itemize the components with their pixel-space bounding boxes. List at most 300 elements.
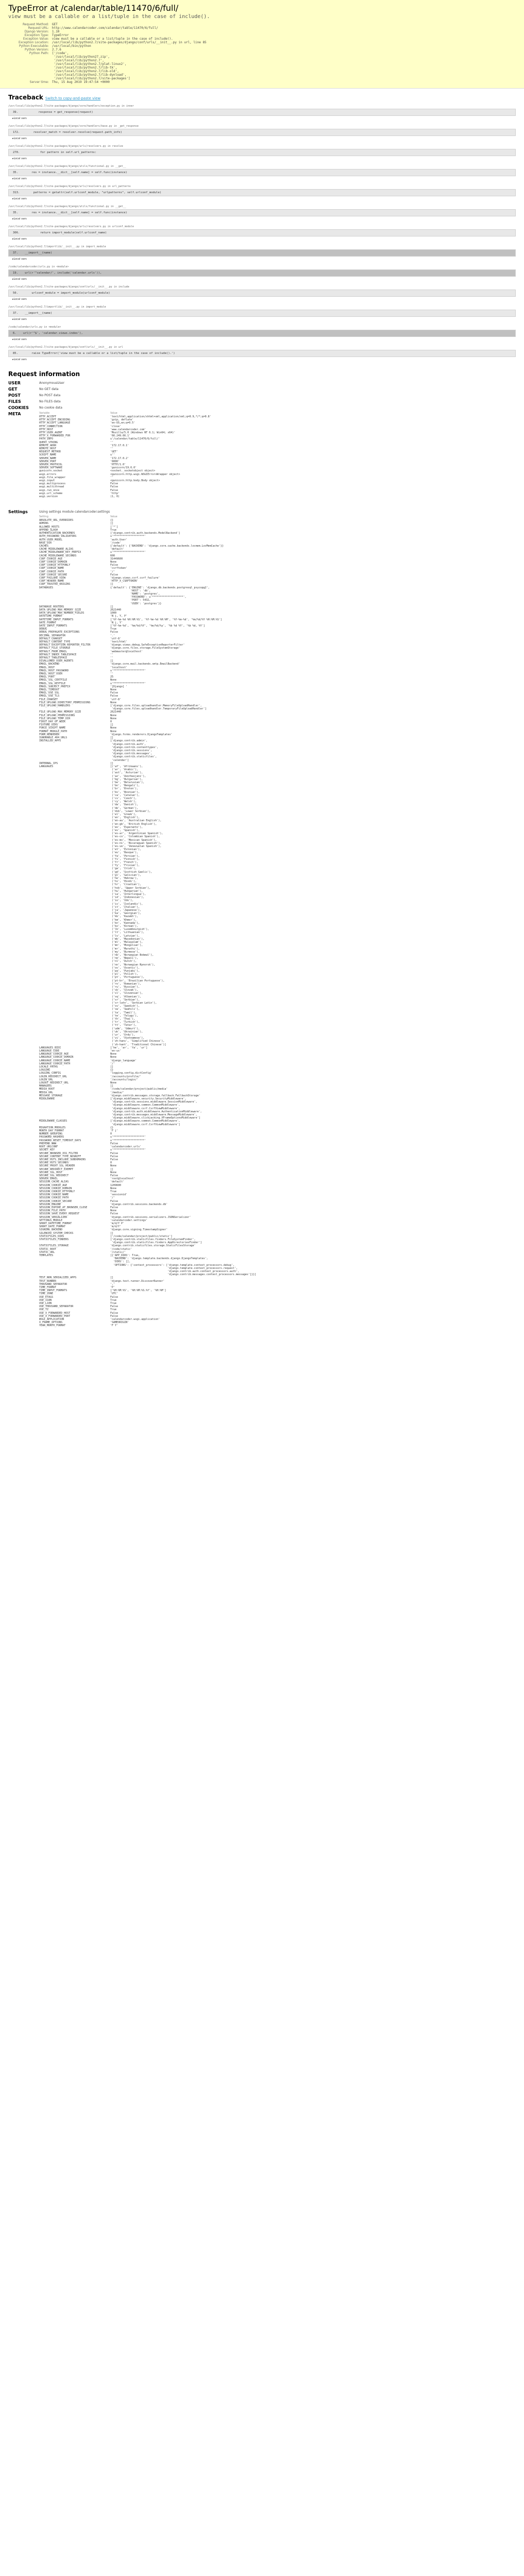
kv-key: MONTH_DAY_FORMAT bbox=[39, 1129, 64, 1133]
meta-row bbox=[19, 80, 207, 84]
kv-value: 'django.contrib.sessions.serializers.JSONSerializer' bbox=[110, 1215, 191, 1219]
kv-key: SECURE_SSL_REDIRECT bbox=[39, 1174, 69, 1177]
kv-value: u'********************' bbox=[110, 1148, 146, 1152]
kv-key: APPEND_SLASH bbox=[39, 528, 58, 532]
kv-value: '' bbox=[110, 656, 114, 660]
kv-key: FILE_UPLOAD_TEMP_DIR bbox=[39, 717, 71, 720]
kv-key: HTTP_HOST bbox=[39, 428, 54, 431]
kv-value: 1209600 bbox=[110, 1183, 122, 1187]
kv-value: u'********************' bbox=[110, 535, 146, 538]
kv-value: '172.17.0.1' bbox=[110, 444, 129, 447]
kv-value: ['django.contrib.admin', 'django.contrib.auth', 'django.contrib.contenttypes', 'django.contrib.sessions', 'django.contrib.messages', 'django.contrib.staticfiles', 'calendar'] bbox=[110, 739, 159, 762]
kv-key: PATH_INFO bbox=[39, 437, 54, 441]
kv-value: 'default' bbox=[110, 548, 125, 551]
kv-key: ADMINS bbox=[39, 522, 49, 526]
kv-key: FIXTURE_DIRS bbox=[39, 723, 58, 727]
kv-key: LOGGING_CONFIG bbox=[39, 1072, 61, 1075]
kv-value: 'F j' bbox=[110, 1129, 119, 1133]
local-vars-toggle[interactable]: ▸ Local vars bbox=[8, 337, 516, 342]
kv-key: REMOTE_HOST bbox=[39, 447, 57, 451]
kv-value: <gunicorn.http.body.Body object> bbox=[110, 479, 160, 483]
kv-value: False bbox=[110, 1305, 119, 1309]
kv-key: BASE_DIR bbox=[39, 541, 52, 545]
kv-value: '/code/calendar/project/public/media' bbox=[110, 1088, 168, 1091]
kv-key: USE_L10N bbox=[39, 1302, 52, 1306]
kv-key: wsgi.file_wrapper bbox=[39, 476, 66, 479]
frame-file: /usr/local/lib/python2.7/site-packages/django/urls/resolvers.py in urlconf_module bbox=[8, 225, 134, 228]
kv-value: '' bbox=[110, 440, 114, 444]
kv-key: DATABASE_ROUTERS bbox=[39, 605, 64, 608]
kv-value: None bbox=[110, 1171, 117, 1174]
kv-key: TEST_RUNNER bbox=[39, 1279, 57, 1283]
kv-key: CSRF_COOKIE_DOMAIN bbox=[39, 560, 67, 564]
kv-value: '[Django] ' bbox=[110, 685, 128, 688]
kv-value: 'django_language' bbox=[110, 1059, 137, 1062]
local-vars-toggle[interactable]: ▸ Local vars bbox=[8, 277, 516, 282]
kv-value: None bbox=[110, 688, 117, 692]
kv-key: USE_X_FORWARDED_PORT bbox=[39, 1314, 71, 1318]
meta-key: Request URL: bbox=[28, 26, 49, 30]
kv-key: AUTHENTICATION_BACKENDS bbox=[39, 532, 75, 535]
kv-key: SECURE_PROXY_SSL_HEADER bbox=[39, 1164, 75, 1168]
kv-value: 'default' bbox=[110, 1180, 125, 1184]
kv-key: wsgi.version bbox=[39, 495, 58, 499]
kv-key: FILE_UPLOAD_HANDLERS bbox=[39, 704, 71, 708]
kv-key: DEBUG_PROPAGATE_EXCEPTIONS bbox=[39, 631, 80, 634]
kv-value: u'' bbox=[110, 453, 115, 457]
settings-section bbox=[0, 505, 524, 1327]
kv-value: False bbox=[110, 488, 119, 492]
meta-value: 2.7.6 bbox=[52, 48, 61, 52]
kv-key: AUTH_PASSWORD_VALIDATORS bbox=[39, 535, 77, 538]
kv-key: SECRET_KEY bbox=[39, 1148, 55, 1152]
frame-file: /usr/local/lib/python2.7/site-packages/django/utils/functional.py in __get__ bbox=[8, 205, 126, 208]
frame-file: /usr/local/lib/python2.7/site-packages/django/conf/urls/__init__.py in url bbox=[8, 346, 123, 349]
kv-key: INTERNAL_IPS bbox=[39, 761, 58, 765]
kv-key: MANAGERS bbox=[39, 1084, 52, 1088]
local-vars-toggle[interactable]: ▸ Local vars bbox=[8, 357, 516, 362]
frame-file: /usr/local/lib/python2.7/site-packages/django/core/handlers/base.py in _get_response bbox=[8, 125, 139, 128]
kv-row bbox=[39, 495, 215, 498]
traceback-frame bbox=[8, 285, 516, 302]
kv-key: X_FRAME_OPTIONS bbox=[39, 1321, 63, 1325]
kv-key: CSRF_COOKIE_AGE bbox=[39, 557, 63, 561]
kv-key: AUTH_USER_MODEL bbox=[39, 538, 63, 541]
kv-key: DEFAULT_CHARSET bbox=[39, 637, 63, 640]
traceback-heading-text: Traceback bbox=[8, 94, 43, 101]
kv-key: STATIC_URL bbox=[39, 1250, 55, 1254]
kv-value: 'P' bbox=[110, 1286, 115, 1290]
kv-key: SECURE_BROWSER_XSS_FILTER bbox=[39, 1151, 78, 1155]
frame-context-line[interactable]: 270. for pattern in self.url_patterns: bbox=[8, 149, 516, 156]
kv-value: False bbox=[110, 485, 119, 489]
kv-key: PREPEND_WWW bbox=[39, 1142, 57, 1145]
frame-file: /usr/local/lib/python2.7/site-packages/django/conf/urls/__init__.py in include bbox=[8, 285, 129, 289]
kv-value: 'N j, Y' bbox=[110, 621, 123, 624]
kv-value: False bbox=[110, 573, 119, 577]
kv-value: {'default': {'ENGINE': 'django.db.backends.postgresql_psycopg2', 'HOST': 'db', 'NAME': 'postgres', 'PASSWORD': u'********************', 'PORT': 5432, 'USER': 'postgres'}} bbox=[110, 586, 210, 605]
kv-key: EMAIL_HOST bbox=[39, 666, 55, 669]
frame-context-line[interactable]: 39. response = get_response(request) bbox=[8, 109, 516, 116]
kv-value: [] bbox=[110, 1276, 114, 1280]
kv-key: FILE_UPLOAD_DIRECTORY_PERMISSIONS bbox=[39, 701, 91, 704]
kv-key: SERVER_NAME bbox=[39, 456, 57, 460]
kv-value: False bbox=[110, 1311, 119, 1315]
kv-value: 'utf-8' bbox=[110, 698, 122, 701]
kv-key: LANGUAGE_COOKIE_DOMAIN bbox=[39, 1056, 74, 1059]
kv-value: [] bbox=[110, 736, 114, 740]
meta-row bbox=[19, 33, 207, 37]
kv-value: 0 bbox=[110, 720, 112, 724]
kv-key: ALLOWED_HOSTS bbox=[39, 525, 60, 529]
kv-key: FILE_UPLOAD_PERMISSIONS bbox=[39, 714, 75, 717]
kv-key: LANGUAGE_COOKIE_PATH bbox=[39, 1062, 71, 1065]
kv-value: '/' bbox=[110, 1062, 115, 1065]
kv-key: REMOTE_ADDR bbox=[39, 444, 57, 447]
kv-value: [] bbox=[110, 522, 114, 526]
kv-value: False bbox=[110, 1151, 119, 1155]
kv-value: ['django.contrib.auth.backends.ModelBackend'] bbox=[110, 532, 180, 535]
frame-file: /usr/local/lib/python2.7/importlib/__init__.py in import_module bbox=[8, 245, 106, 248]
kv-value: 'auth.User' bbox=[110, 538, 128, 541]
kv-value: ['*'] bbox=[110, 525, 119, 529]
kv-value: False bbox=[110, 1155, 119, 1158]
frame-file: /usr/local/lib/python2.7/site-packages/django/urls/resolvers.py in resolve bbox=[8, 145, 123, 148]
kv-value: <socket._socketobject object> bbox=[110, 469, 156, 473]
kv-key: STATICFILES_STORAGE bbox=[39, 1244, 69, 1248]
post-block bbox=[8, 393, 516, 398]
kv-value: ['%Y-%m-%d', '%m/%d/%Y', '%m/%d/%y', '%b %d %Y', '%b %d, %Y'] bbox=[110, 624, 205, 628]
kv-value: 31449600 bbox=[110, 557, 123, 561]
local-vars-toggle[interactable]: ▸ Local vars bbox=[8, 297, 516, 302]
frame-context-line[interactable]: 37. __import__(name) bbox=[8, 249, 516, 257]
kv-value: False bbox=[110, 691, 119, 695]
kv-value: 'root@localhost' bbox=[110, 1177, 136, 1181]
kv-value: '' bbox=[110, 476, 114, 479]
kv-key: wsgi.url_scheme bbox=[39, 492, 63, 495]
kv-value: '/code/static' bbox=[110, 1247, 132, 1251]
kv-value: ['he', 'ar', 'fa', 'ur'] bbox=[110, 1046, 148, 1049]
kv-key: ROOT_URLCONF bbox=[39, 1145, 58, 1149]
kv-value: False bbox=[110, 1212, 119, 1216]
kv-value: None bbox=[110, 717, 117, 720]
kv-value: (1, 0) bbox=[110, 495, 120, 499]
kv-key: TIME_ZONE bbox=[39, 1292, 54, 1296]
kv-value: '/' bbox=[110, 1196, 115, 1200]
kv-key: MEDIA_URL bbox=[39, 1091, 54, 1094]
kv-value: [] bbox=[110, 1231, 114, 1235]
kv-value: ',' bbox=[110, 1282, 115, 1286]
meta-vars-table bbox=[39, 412, 215, 498]
kv-value: 0 bbox=[110, 1132, 112, 1136]
local-vars-toggle[interactable]: ▸ Local vars bbox=[8, 257, 516, 262]
kv-key: USE_I18N bbox=[39, 1298, 52, 1302]
cookies-label: COOKIES bbox=[8, 405, 29, 410]
settings-block bbox=[8, 510, 516, 1327]
local-vars-toggle[interactable]: ▸ Local vars bbox=[8, 196, 516, 201]
kv-value: '66.249.66.1' bbox=[110, 434, 131, 438]
meta-table bbox=[19, 23, 207, 84]
kv-value: False bbox=[110, 1158, 119, 1161]
kv-value: 'localhost' bbox=[110, 666, 128, 669]
traceback-section bbox=[0, 89, 524, 362]
kv-key: SCRIPT_NAME bbox=[39, 453, 57, 457]
kv-value: None bbox=[110, 730, 117, 733]
kv-key: SIGNING_BACKEND bbox=[39, 1228, 63, 1232]
kv-value: 'django.core.signing.TimestampSigner' bbox=[110, 1228, 168, 1232]
kv-key: EMAIL_USE_SSL bbox=[39, 691, 60, 695]
kv-value: '172.17.0.2' bbox=[110, 456, 129, 460]
kv-key: DATABASES bbox=[39, 586, 54, 589]
kv-key: REQUEST_METHOD bbox=[39, 450, 61, 454]
kv-value: ['django.core.files.uploadhandler.MemoryFileUploadHandler', 'django.core.files.uploadhandler.TemporaryFileUploadHandler'] bbox=[110, 704, 207, 711]
kv-row bbox=[39, 704, 260, 710]
frame-file: /usr/local/lib/python2.7/site-packages/django/urls/resolvers.py in url_patterns bbox=[8, 185, 131, 188]
kv-value: {} bbox=[110, 1069, 114, 1072]
kv-value: [] bbox=[110, 1065, 114, 1069]
kv-key: CACHE_MIDDLEWARE_SECONDS bbox=[39, 554, 77, 557]
kv-key: STATICFILES_DIRS bbox=[39, 1234, 64, 1238]
kv-key: USE_ETAGS bbox=[39, 1295, 54, 1299]
kv-key: SESSION_SAVE_EVERY_REQUEST bbox=[39, 1212, 80, 1216]
frame-context-line[interactable]: 35. res = instance.__dict__[self.name] = self.func(instance) bbox=[8, 169, 516, 176]
kv-key: EMAIL_SSL_KEYFILE bbox=[39, 682, 66, 685]
kv-row bbox=[39, 765, 260, 1046]
traceback-frame bbox=[8, 124, 516, 141]
kv-key: MIDDLEWARE bbox=[39, 1097, 55, 1101]
kv-value: '' bbox=[110, 653, 114, 656]
kv-key: FILE_UPLOAD_MAX_MEMORY_SIZE bbox=[39, 710, 81, 714]
post-label: POST bbox=[8, 393, 21, 398]
frame-file: /usr/local/lib/python2.7/importlib/__init__.py in import_module bbox=[8, 306, 106, 309]
kv-value: [] bbox=[110, 583, 114, 586]
kv-key: LOGGING bbox=[39, 1069, 50, 1072]
kv-value: u'/calendar/table/11470/6/full/' bbox=[110, 437, 160, 441]
kv-value: 'www.calendarcoder.com' bbox=[110, 428, 146, 431]
meta-value: view must be a callable or a list/tuple in the case of include(). bbox=[52, 37, 173, 41]
kv-value: [] bbox=[110, 723, 114, 727]
frame-file: /usr/local/lib/python2.7/site-packages/django/core/handlers/exception.py in inner bbox=[8, 105, 134, 108]
kv-key: gunicorn.socket bbox=[39, 469, 63, 473]
local-vars-toggle[interactable]: ▸ Local vars bbox=[8, 216, 516, 222]
kv-value: True bbox=[110, 528, 117, 532]
kv-value: 'utf-8' bbox=[110, 637, 122, 640]
kv-key: DEFAULT_EXCEPTION_REPORTER_FILTER bbox=[39, 643, 91, 647]
kv-value: ['%Y-%m-%d %H:%M:%S', '%Y-%m-%d %H:%M', '%Y-%m-%d', '%m/%d/%Y %H:%M:%S'] bbox=[110, 618, 222, 621]
meta-row bbox=[19, 37, 207, 41]
kv-value: u'********************' bbox=[110, 682, 146, 685]
kv-value: None bbox=[110, 714, 117, 717]
kv-value: 'django.contrib.sessions.backends.db' bbox=[110, 1202, 168, 1206]
meta-key: Server time: bbox=[29, 80, 49, 84]
kv-row bbox=[39, 1254, 260, 1276]
kv-key: SESSION_COOKIE_DOMAIN bbox=[39, 1187, 72, 1190]
kv-key: SECURE_HSTS_SECONDS bbox=[39, 1161, 69, 1165]
kv-value: 0 bbox=[110, 1161, 112, 1165]
meta-key: Exception Type: bbox=[24, 33, 49, 37]
traceback-frame bbox=[8, 164, 516, 181]
kv-value: None bbox=[110, 1209, 117, 1213]
kv-value: 'calendarcoder.urls' bbox=[110, 1145, 142, 1149]
kv-key: HTTP_ACCEPT_LANGUAGE bbox=[39, 421, 71, 425]
kv-value: 'HTTP_X_CSRFTOKEN' bbox=[110, 580, 139, 583]
request-info-heading: Request information bbox=[8, 370, 80, 378]
error-summary bbox=[0, 0, 524, 89]
local-vars-toggle[interactable]: ▸ Local vars bbox=[8, 136, 516, 141]
kv-key: INSTALLED_APPS bbox=[39, 739, 61, 743]
user-value: AnonymousUser bbox=[39, 381, 65, 385]
kv-key: DISALLOWED_USER_AGENTS bbox=[39, 659, 74, 663]
cookies-value: No cookie data bbox=[39, 406, 62, 410]
kv-value: None bbox=[110, 560, 117, 564]
kv-value: 'Mozilla/5.0 (Windows NT 6.1; Win64; x64)' bbox=[110, 431, 176, 435]
meta-key: Python Executable: bbox=[19, 44, 49, 48]
kv-value: {} bbox=[110, 1126, 114, 1129]
kv-value: '/media/' bbox=[110, 1091, 125, 1094]
kv-value: 1000 bbox=[110, 612, 117, 615]
kv-key: SESSION_COOKIE_SECURE bbox=[39, 1199, 72, 1203]
frame-context-line[interactable]: 6. url(r'^$', 'calendar.views.index'), bbox=[8, 330, 516, 337]
frame-context-line[interactable]: 35. res = instance.__dict__[self.name] = self.func(instance) bbox=[8, 209, 516, 216]
meta-row bbox=[19, 26, 207, 30]
kv-value: 'django.forms.renderers.DjangoTemplates' bbox=[110, 733, 173, 736]
meta-row bbox=[19, 48, 207, 52]
kv-key: TIME_INPUT_FORMATS bbox=[39, 1289, 67, 1293]
kv-value: False bbox=[110, 1314, 119, 1318]
frame-context-line[interactable]: 306. return import_module(self.urlconf_name) bbox=[8, 229, 516, 236]
kv-key: SESSION_COOKIE_NAME bbox=[39, 1193, 69, 1197]
kv-value: ['%H:%M:%S', '%H:%M:%S.%f', '%H:%M'] bbox=[110, 1289, 166, 1293]
frame-context-line[interactable]: 85. raise TypeError('view must be a callable or a list/tuple in the case of include().') bbox=[8, 350, 516, 357]
kv-value: 'gunicorn/19.6.0' bbox=[110, 466, 137, 470]
kv-key: LANGUAGES_BIDI bbox=[39, 1046, 61, 1049]
kv-key: EMAIL_SSL_CERTFILE bbox=[39, 679, 67, 682]
kv-key: DATETIME_INPUT_FORMATS bbox=[39, 618, 74, 621]
kv-value: 'django.contrib.messages.storage.fallback.FallbackStorage' bbox=[110, 1094, 200, 1097]
frame-context-line[interactable]: 50. urlconf_module = import_module(urlconf_module) bbox=[8, 290, 516, 297]
kv-value: '/' bbox=[110, 570, 115, 573]
local-vars-toggle[interactable]: ▸ Local vars bbox=[8, 176, 516, 181]
kv-key: LOCALE_PATHS bbox=[39, 1065, 58, 1069]
kv-value: 'django.views.debug.SafeExceptionReporterFilter' bbox=[110, 643, 185, 647]
kv-key: FORM_RENDERER bbox=[39, 733, 60, 736]
frame-context-line[interactable]: 172. resolver_match = resolver.resolve(request.path_info) bbox=[8, 129, 516, 136]
kv-value: 'en-US,en;q=0.5' bbox=[110, 421, 136, 425]
kv-value: False bbox=[110, 482, 119, 486]
kv-key: ABSOLUTE_URL_OVERRIDES bbox=[39, 519, 74, 522]
kv-value: [] bbox=[110, 761, 114, 765]
meta-key: Django Version: bbox=[24, 30, 49, 33]
kv-value: False bbox=[110, 694, 119, 698]
kv-value: '' bbox=[110, 447, 114, 451]
frame-context-line[interactable]: 19. url(r'^calendar/', include('calendar.urls')), bbox=[8, 269, 516, 277]
kv-value: 'sessionid' bbox=[110, 1193, 128, 1197]
get-value: No GET data bbox=[39, 387, 59, 391]
kv-value: u'********************' bbox=[110, 1136, 146, 1139]
kv-key: SESSION_CACHE_ALIAS bbox=[39, 1180, 69, 1184]
kv-key: SERVER_PORT bbox=[39, 460, 57, 463]
meta-value: TypeError bbox=[52, 33, 69, 37]
files-block bbox=[8, 399, 516, 404]
error-title-text: TypeError at /calendar/table/11470/6/full/ bbox=[8, 3, 179, 13]
kv-value: [] bbox=[110, 659, 114, 663]
local-vars-toggle[interactable]: ▸ Local vars bbox=[8, 236, 516, 242]
kv-value: None bbox=[110, 1053, 117, 1056]
kv-value: 'text/html,application/xhtml+xml,application/xml;q=0.9,*/*;q=0.8' bbox=[110, 415, 211, 418]
kv-value: 'N j, Y, P' bbox=[110, 615, 128, 618]
kv-row bbox=[39, 1120, 260, 1126]
kv-key: CACHE_MIDDLEWARE_KEY_PREFIX bbox=[39, 551, 81, 554]
frame-context-line[interactable]: 37. __import__(name) bbox=[8, 310, 516, 317]
frame-file: /code/calendar/urls.py in <module> bbox=[8, 326, 61, 329]
kv-row bbox=[39, 586, 260, 605]
local-vars-toggle[interactable]: ▸ Local vars bbox=[8, 317, 516, 322]
meta-value: 1.10 bbox=[52, 30, 60, 33]
kv-key: SESSION_FILE_PATH bbox=[39, 1209, 66, 1213]
kv-value: 'close' bbox=[110, 425, 122, 428]
get-label: GET bbox=[8, 387, 18, 392]
kv-key: TEST_NON_SERIALIZED_APPS bbox=[39, 1276, 77, 1280]
kv-value: 2621440 bbox=[110, 710, 122, 714]
meta-label: META bbox=[8, 412, 21, 416]
local-vars-toggle[interactable]: ▸ Local vars bbox=[8, 156, 516, 161]
local-vars-toggle[interactable]: ▸ Local vars bbox=[8, 116, 516, 121]
frame-context-line[interactable]: 313. patterns = getattr(self.urlconf_module, "urlpatterns", self.urlconf_module) bbox=[8, 189, 516, 196]
kv-key: QUERY_STRING bbox=[39, 440, 58, 444]
kv-value: '/accounts/login/' bbox=[110, 1078, 139, 1081]
kv-key: SESSION_SERIALIZER bbox=[39, 1215, 67, 1219]
kv-key: LANGUAGES bbox=[39, 765, 54, 768]
meta-key: Exception Value: bbox=[23, 37, 49, 41]
kv-key: TEMPLATES bbox=[39, 1254, 54, 1257]
kv-key: CSRF_FAILURE_VIEW bbox=[39, 576, 66, 580]
kv-key: MIGRATION_MODULES bbox=[39, 1126, 66, 1129]
kv-value: u'********************' bbox=[110, 1139, 146, 1142]
frames-list bbox=[8, 104, 516, 362]
kv-value: 'UTC' bbox=[110, 1292, 119, 1296]
kv-value: True bbox=[110, 1308, 117, 1312]
kv-key: CSRF_COOKIE_NAME bbox=[39, 567, 64, 570]
meta-value: Thu, 15 Aug 2019 19:47:54 +0000 bbox=[52, 80, 110, 84]
files-value: No FILES data bbox=[39, 400, 61, 403]
kv-value: '/code' bbox=[110, 541, 122, 545]
meta-value: /usr/local/lib/python2.7/site-packages/django/conf/urls/__init__.py in url, line 85 bbox=[52, 41, 207, 44]
kv-value: 'en-us' bbox=[110, 1049, 122, 1053]
meta-block bbox=[8, 412, 516, 498]
settings-table bbox=[39, 515, 260, 1327]
switch-copy-paste-link[interactable]: Switch to copy-and-paste view bbox=[45, 96, 101, 100]
kv-key: SESSION_ENGINE bbox=[39, 1202, 61, 1206]
kv-key: CACHE_MIDDLEWARE_ALIAS bbox=[39, 548, 74, 551]
kv-key: LANGUAGE_CODE bbox=[39, 1049, 60, 1053]
kv-key: FORMAT_MODULE_PATH bbox=[39, 730, 67, 733]
kv-key: DECIMAL_SEPARATOR bbox=[39, 634, 66, 637]
kv-key: THOUSAND_SEPARATOR bbox=[39, 1282, 67, 1286]
kv-key: USE_TZ bbox=[39, 1308, 49, 1312]
kv-value: [('af', 'Afrikaans'), ('ar', 'Arabic'), ('ast', 'Asturian'), ('az', 'Azerbaijani'), ('bg', 'Bulgarian'), ('be', 'Belarusian'), ('bn', 'Bengali'), ('br', 'Breton'), ('bs', 'Bosnian'), ('ca', 'Catalan'), ('cs', 'Czech'), ('cy', 'Welsh'), ('da', 'Danish'), ('de', 'German'), ('dsb', 'Lower Sorbian'), ('el', 'Greek'), ('en', 'English'), ('en-au', 'Australian English'), ('en-gb', 'British English'), ('eo', 'Esperanto'), ('es', 'Spanish'), ('es-ar', 'Argentinian Spanish'), ('es-co', 'Colombian Spanish'), ('es-mx', 'Mexican Spanish'), ('es-ni', 'Nicaraguan Spanish'), ('es-ve', 'Venezuelan Spanish'), ('et', 'Estonian'), ('eu', 'Basque'), ('fa', 'Persian'), ('fi', 'Finnish'), ('fr', 'French'), ('fy', 'Frisian'), ('ga', 'Irish'), ('gd', 'Scottish Gaelic'), ('gl', 'Galician'), ('he', 'Hebrew'), ('hi', 'Hindi'), ('hr', 'Croatian'), ('hsb', 'Upper Sorbian'), ('hu', 'Hungarian'), ('ia', 'Interlingua'), ('id', 'Indonesian'), ('io', 'Ido'), ('is', 'Icelandic'), ('it', 'Italian'), ('ja', 'Japanese'), ('ka', 'Georgian'), ('kk', 'Kazakh'), ('km', 'Khmer'), ('kn', 'Kannada'), ('ko', 'Korean'), ('lb', 'Luxembourgish'), ('lt', 'Lithuanian'), ('lv', 'Latvian'), ('mk', 'Macedonian'), ('ml', 'Malayalam'), ('mn', 'Mongolian'), ('mr', 'Marathi'), ('my', 'Burmese'), ('nb', 'Norwegian Bokmal'), ('ne', 'Nepali'), ('nl', 'Dutch'), ('nn', 'Norwegian Nynorsk'), ('os', 'Ossetic'), ('pa', 'Punjabi'), ('pl', 'Polish'), ('pt', 'Portuguese'), ('pt-br', 'Brazilian Portuguese'), ('ro', 'Romanian'), ('ru', 'Russian'), ('sk', 'Slovak'), ('sl', 'Slovenian'), ('sq', 'Albanian'), ('sr', 'Serbian'), ('sr-latn', 'Serbian Latin'), ('sv', 'Swedish'), ('sw', 'Swahili'), ('ta', 'Tamil'), ('te', 'Telugu'), ('th', 'Thai'), ('tr', 'Turkish'), ('tt', 'Tatar'), ('udm', 'Udmurt'), ('uk', 'Ukrainian'), ('ur', 'Urdu'), ('vi', 'Vietnamese'), ('zh-hans', 'Simplified Chinese'), ('zh-hant', 'Traditional Chinese')] bbox=[110, 765, 166, 1046]
kv-key: SECURE_HSTS_INCLUDE_SUBDOMAINS bbox=[39, 1158, 86, 1161]
meta-row bbox=[19, 30, 207, 33]
kv-key: YEAR_MONTH_FORMAT bbox=[39, 1324, 66, 1328]
kv-key: LOGIN_URL bbox=[39, 1078, 54, 1081]
kv-value: <gunicorn.http.wsgi.WSGIErrorsWrapper object> bbox=[110, 472, 180, 476]
kv-value: '8000' bbox=[110, 460, 120, 463]
kv-value: [{'APP_DIRS': True, 'BACKEND': 'django.template.backends.django.DjangoTemplates', 'DIRS': [], 'OPTIONS': {'context_processors': ['django.template.context_processors.debug', 'django.template.context_processors.request', 'django.contrib.auth.context_processors.auth', 'django.contrib.messages.context_processors.messages']}}] bbox=[110, 1254, 256, 1277]
kv-key: SERVER_SOFTWARE bbox=[39, 466, 63, 470]
kv-value: False bbox=[110, 564, 119, 567]
kv-value: 'SAMEORIGIN' bbox=[110, 1321, 129, 1325]
exception-value: view must be a callable or a list/tuple in the case of include(). bbox=[8, 14, 210, 20]
